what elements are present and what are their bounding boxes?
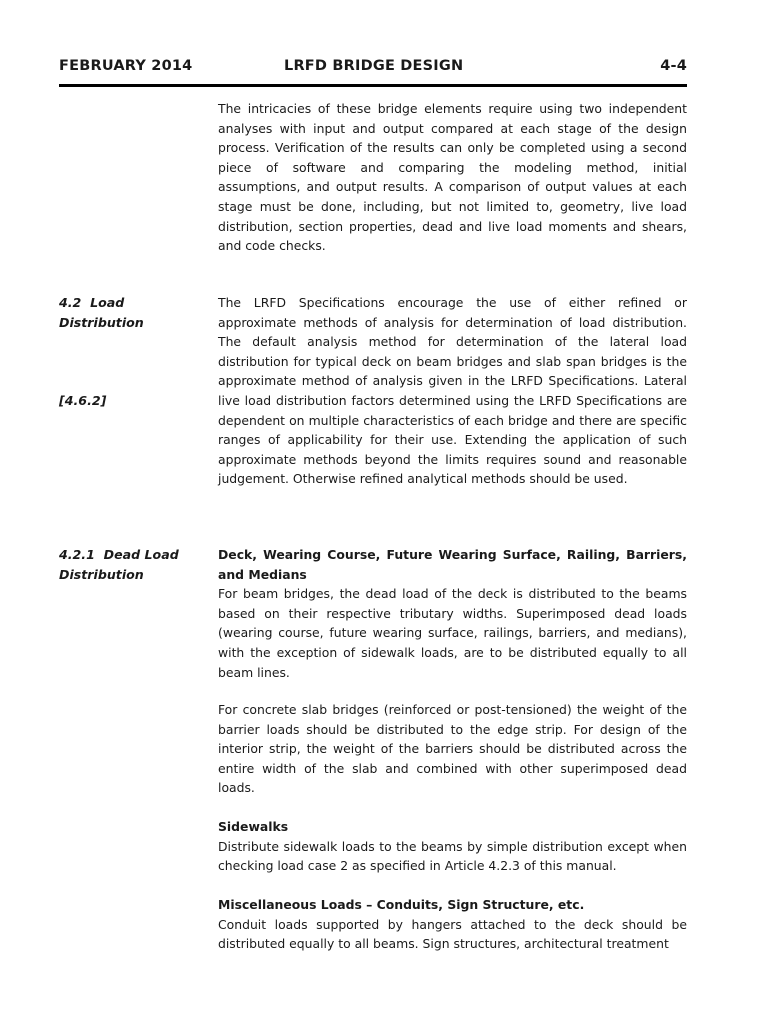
- sidewalks-block: [218, 817, 687, 876]
- header-rule: [59, 84, 687, 87]
- deck-paragraph: For beam bridges, the dead load of the deck is distributed to the beams based on their respective tributary widths. Superimposed dead loads (wearing course, future wearing surface, railings, barriers, and medians), with the exception of sidewalk loads, are to be distributed equally to all beam lines.: [218, 586, 687, 680]
- section-4-2-1-title-line2: Distribution: [59, 566, 144, 582]
- sidewalks-subheading: Sidewalks: [218, 819, 289, 834]
- header-title: LRFD BRIDGE DESIGN: [284, 58, 464, 74]
- slab-paragraph: For concrete slab bridges (reinforced or post-tensioned) the weight of the barrier loads should be distributed to the edge strip. For design of the interior strip, the weight of the barriers should be distributed across the entire width of the slab and combined with other superimposed dead loads.: [218, 702, 687, 796]
- page-number: 4-4: [660, 58, 687, 74]
- misc-block: [218, 895, 687, 954]
- intro-paragraph: The intricacies of these bridge elements require using two independent analyses with input and output compared at each stage of the design process. Verification of the results can only be completed using a second piece of software and comparing the modeling method, initial assumptions, and output results. A comparison of output values at each stage must be done, including, but not limited to, geometry, live load distribution, section properties, dead and live load moments and shears, and code checks.: [218, 101, 687, 254]
- section-4-2-title-line2: Distribution: [59, 314, 144, 330]
- dead-load-block: [218, 545, 687, 682]
- load-distribution-paragraph: The LRFD Specifications encourage the use of either refined or approximate methods of analysis for determination of load distribution. The default analysis method for determination of the lateral load distribution for typical deck on beam bridges and slab span bridges is the approximate method of analysis given in the LRFD Specifications. Lateral live load distribution factors determined using the LRFD Specifications are dependent on multiple characteristics of each bridge and there are specific ranges of applicability for their use. Extending the application of such approximate methods beyond the limits requires sound and reasonable judgement. Otherwise refined analytical methods should be used.: [218, 295, 687, 487]
- misc-paragraph: Conduit loads supported by hangers attached to the deck should be distributed equally to all beams. Sign structures, architectural treatment: [218, 916, 687, 952]
- running-header: [59, 58, 687, 80]
- misc-subheading: Miscellaneous Loads – Conduits, Sign Structure, etc.: [218, 897, 585, 912]
- section-4-2-1-title: [59, 545, 179, 584]
- section-4-2-1-title-line1: 4.2.1 Dead Load: [59, 547, 179, 562]
- section-4-2-title: [59, 293, 144, 332]
- section-4-2-reference: [4.6.2]: [59, 393, 107, 408]
- deck-subheading: Deck, Wearing Course, Future Wearing Surface, Railing, Barriers, and Medians: [218, 547, 687, 582]
- header-date: FEBRUARY 2014: [59, 58, 193, 74]
- section-4-2-title-line1: 4.2 Load: [59, 295, 125, 310]
- sidewalks-paragraph: Distribute sidewalk loads to the beams by simple distribution except when checking load case 2 as specified in Article 4.2.3 of this manual.: [218, 838, 687, 874]
